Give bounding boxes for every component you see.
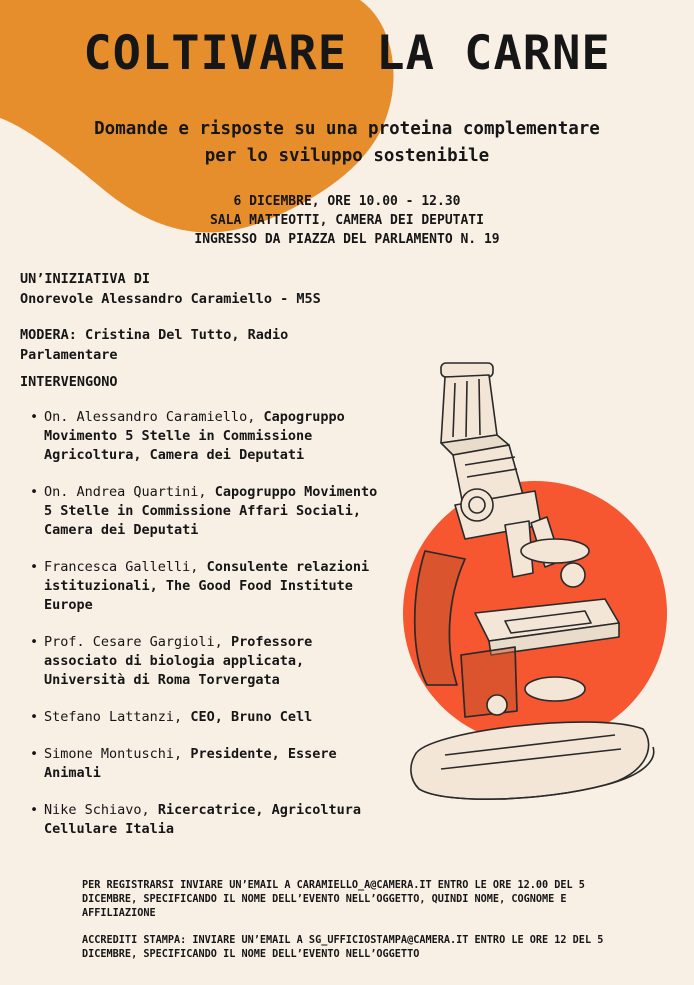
speaker-name: Prof. Cesare Gargioli, (44, 634, 223, 650)
bullet-icon: • (30, 484, 39, 500)
event-date-time: 6 DICEMBRE, ORE 10.00 - 12.30 (233, 194, 461, 209)
registration-notice: PER REGISTRARSI INVIARE UN’EMAIL A CARAMIELLO_A@CAMERA.IT ENTRO LE ORE 12.00 DEL 5 DICEMBRE, SPECIFICANDO IL NOME DELL’EVENTO NELL’OGGETTO, QUINDI NOME, COGNOME E AFFILIAZIONE (82, 880, 585, 919)
poster-subtitle (0, 116, 694, 170)
speakers-heading: INTERVENGONO (20, 374, 118, 390)
bullet-icon: • (30, 709, 39, 725)
speaker-role: Capogruppo Movimento 5 Stelle in Commissione Agricoltura, Camera dei Deputati (44, 409, 345, 463)
initiative-block (20, 270, 321, 309)
poster-title: COLTIVARE LA CARNE (83, 26, 611, 81)
speaker-item (30, 408, 390, 465)
speaker-name: On. Andrea Quartini, (44, 484, 207, 500)
speakers-list (30, 408, 390, 857)
moderator-line: MODERA: Cristina Del Tutto, Radio Parlamentare (20, 327, 289, 363)
speaker-role: Professore associato di biologia applicata, Università di Roma Torvergata (44, 634, 313, 688)
microscope-illustration (405, 355, 655, 815)
speaker-item (30, 745, 390, 783)
speaker-item (30, 558, 390, 615)
press-accreditation-notice: ACCREDITI STAMPA: INVIARE UN’EMAIL A SG_UFFICIOSTAMPA@CAMERA.IT ENTRO LE ORE 12 DEL 5 DICEMBRE, SPECIFICANDO IL NOME DELL’EVENTO NELL’OGGETTO (82, 935, 604, 960)
bullet-icon: • (30, 559, 39, 575)
speaker-role: Consulente relazioni istituzionali, The Good Food Institute Europe (44, 559, 370, 613)
speaker-role: Ricercatrice, Agricoltura Cellulare Italia (44, 802, 362, 837)
speaker-name: Stefano Lattanzi, (44, 709, 183, 725)
speaker-role: CEO, Bruno Cell (190, 709, 313, 725)
speaker-role: Presidente, Essere Animali (44, 746, 337, 781)
event-venue: SALA MATTEOTTI, CAMERA DEI DEPUTATI (210, 213, 484, 228)
subtitle-line-1: Domande e risposte su una proteina complementare (94, 119, 600, 139)
speaker-name: Simone Montuschi, (44, 746, 183, 762)
bullet-icon: • (30, 746, 39, 762)
speaker-item (30, 483, 390, 540)
initiative-organizer: Onorevole Alessandro Caramiello - M5S (20, 290, 321, 307)
speaker-name: Francesca Gallelli, (44, 559, 199, 575)
event-entrance: INGRESSO DA PIAZZA DEL PARLAMENTO N. 19 (194, 232, 500, 247)
speaker-name: On. Alessandro Caramiello, (44, 409, 256, 425)
speaker-name: Nike Schiavo, (44, 802, 150, 818)
bullet-icon: • (30, 802, 39, 818)
bullet-icon: • (30, 634, 39, 650)
speaker-role: Capogruppo Movimento 5 Stelle in Commissione Affari Sociali, Camera dei Deputati (44, 484, 378, 538)
bullet-icon: • (30, 409, 39, 425)
speaker-item (30, 801, 390, 839)
initiative-label: UN’INIZIATIVA DI (20, 271, 151, 287)
subtitle-line-2: per lo sviluppo sostenibile (204, 146, 490, 166)
speaker-item (30, 708, 390, 727)
speaker-item (30, 633, 390, 690)
event-details (0, 192, 694, 249)
